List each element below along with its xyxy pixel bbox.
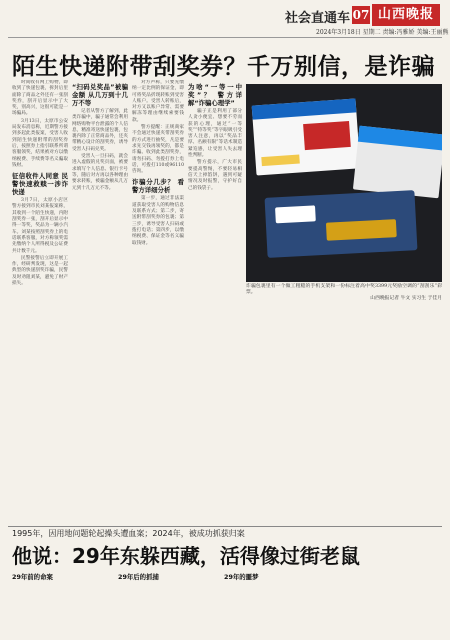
story1-subhead-2: “扫码兑奖品”被骗金额 从几万到十几万不等 (72, 83, 128, 107)
story2-column-1 (12, 570, 114, 636)
paragraph: 3月7日，太原小店区警方接到市民刘某报案称，其收到一个陌生快递，内附刮奖券一张，刮开后显示中得一等奖，奖品为一辆小汽车。刘某按照刮奖券上的电话联系客服，对方称领奖需先缴纳个人所得税及公证费共计数千元。 (12, 198, 68, 254)
paragraph: 受害人一旦扫码，就会进入虚假的兑奖页面，被要求填写个人信息、银行卡号等，随后对方再以各种理由要求转账，被骗金额从几万元到十几万元不等。 (72, 154, 128, 191)
package-label (353, 126, 442, 199)
story1-subhead-4: 为啥“一等一中奖”？ 警方详解“诈骗心理学” (188, 83, 242, 107)
paragraph: 警方提示，广大市民要提高警惕，不要轻易相信天上掉馅饼，遇到可疑情况及时报警，守护好自己的钱袋子。 (188, 160, 242, 191)
story2-headline: 他说：29年东躲西藏，活得像过街老鼠 (12, 544, 360, 568)
paragraph: 第一步，通过非法渠道获取受害人的购物信息及联系方式；第二步，寄送附带刮奖券的包裹；第三步，诱导受害人扫码或拨打电话；第四步，以缴纳税费、保证金等名义骗取钱财。 (132, 196, 184, 246)
section-title: 社会直通车 (285, 11, 351, 26)
story-divider (8, 526, 442, 527)
prize-card (265, 190, 418, 258)
photo-caption (246, 284, 442, 303)
newspaper-logo: 山西晚报 (372, 4, 440, 26)
story2-subhead-3: 29年的噩梦 (224, 573, 259, 581)
story1-column-4 (188, 80, 242, 520)
paragraph: 时间收有网上购物，即收到了快递包裹，拆封后里面除了商品之外还有一张刮奖券，刮开后显示中了大奖，别高兴，这很可能是一场骗局。 (12, 80, 68, 117)
story1-headline: 陌生快递附带刮奖券？千万别信，是诈骗 (12, 54, 435, 80)
header-divider (8, 37, 442, 38)
paragraph: 记者从警方了解到，此类诈骗中，骗子通常会利用网络购物平台泄露的个人信息，精准寄送快递包裹，包裹内除了正常商品外，还夹带精心设计的刮奖券，诱导受害人扫码兑奖。 (72, 109, 128, 152)
issue-meta: 2024年3月18日 星期二 责编:冯雅娇 美编:王丽熊 (316, 29, 449, 36)
news-photo (246, 84, 442, 282)
story2-column-3 (224, 570, 326, 636)
story2-kicker: 1995年，因用地问题轮起操头遭血案；2024年，被成功抓获归案 (12, 529, 245, 538)
byline: 山西晚报记者 牛文 实习生 于佳月 (370, 296, 442, 302)
story1-subhead-3: 诈骗分几步？ 看警方详细分析 (132, 178, 184, 195)
story1-subhead-1: 征信收件人同意 民警快速救赎一涉诈快递 (12, 172, 68, 197)
newspaper-header (0, 0, 450, 40)
story2-subhead-2: 29年后的抓捕 (118, 573, 159, 581)
paragraph: 对方声称，只要先缴纳一定比例的保证金，即可将奖品折现转账到受害人账户。受害人转账后，对方又以账户异常、需要解冻等理由继续索要钱款。 (132, 80, 184, 123)
paragraph: 3月13日，太原市公安局发布消息称，近期警方接到多起此类报案，受害人收到陌生快递附带的刮奖券后，按照券上指引联系所谓客服领奖，结果被对方以缴纳税费、手续费等名义骗取钱财。 (12, 118, 68, 168)
paragraph: 警方提醒：正规商家不会通过快递夹带刮奖券的方式进行抽奖，凡是要求先交钱再领奖的，都是诈骗。收到此类刮奖券，请勿扫码、勿拨打券上电话，可拨打110或96110咨询。 (132, 125, 184, 175)
story2-subhead-1: 29年前的命案 (12, 573, 53, 581)
paragraph: 骗子正是利用了部分人贪小便宜、想要不劳而获的心理，通过“一等奖”“特等奖”等字眼吸引受害人注意，再以“奖品丰厚、名额有限”等话术制造紧迫感，让受害人失去理性判断。 (188, 109, 242, 159)
caption-text: 诈骗包裹里有一个做工粗糙的手机支架和一份标注着高中奖3399元奖励空调的“刮刮乐”彩票。 (246, 284, 442, 296)
story1-column-1 (12, 80, 68, 520)
story1-column-2 (72, 80, 128, 520)
scratch-card (252, 98, 361, 175)
page-number: 07 (352, 8, 370, 22)
story2-column-2 (118, 570, 220, 636)
story1-column-3 (132, 80, 184, 520)
paragraph: 民警接警后立即开展工作，经研判发现，这是一起典型的快递刮奖诈骗，民警及时劝阻刘某，避免了财产损失。 (12, 255, 68, 287)
